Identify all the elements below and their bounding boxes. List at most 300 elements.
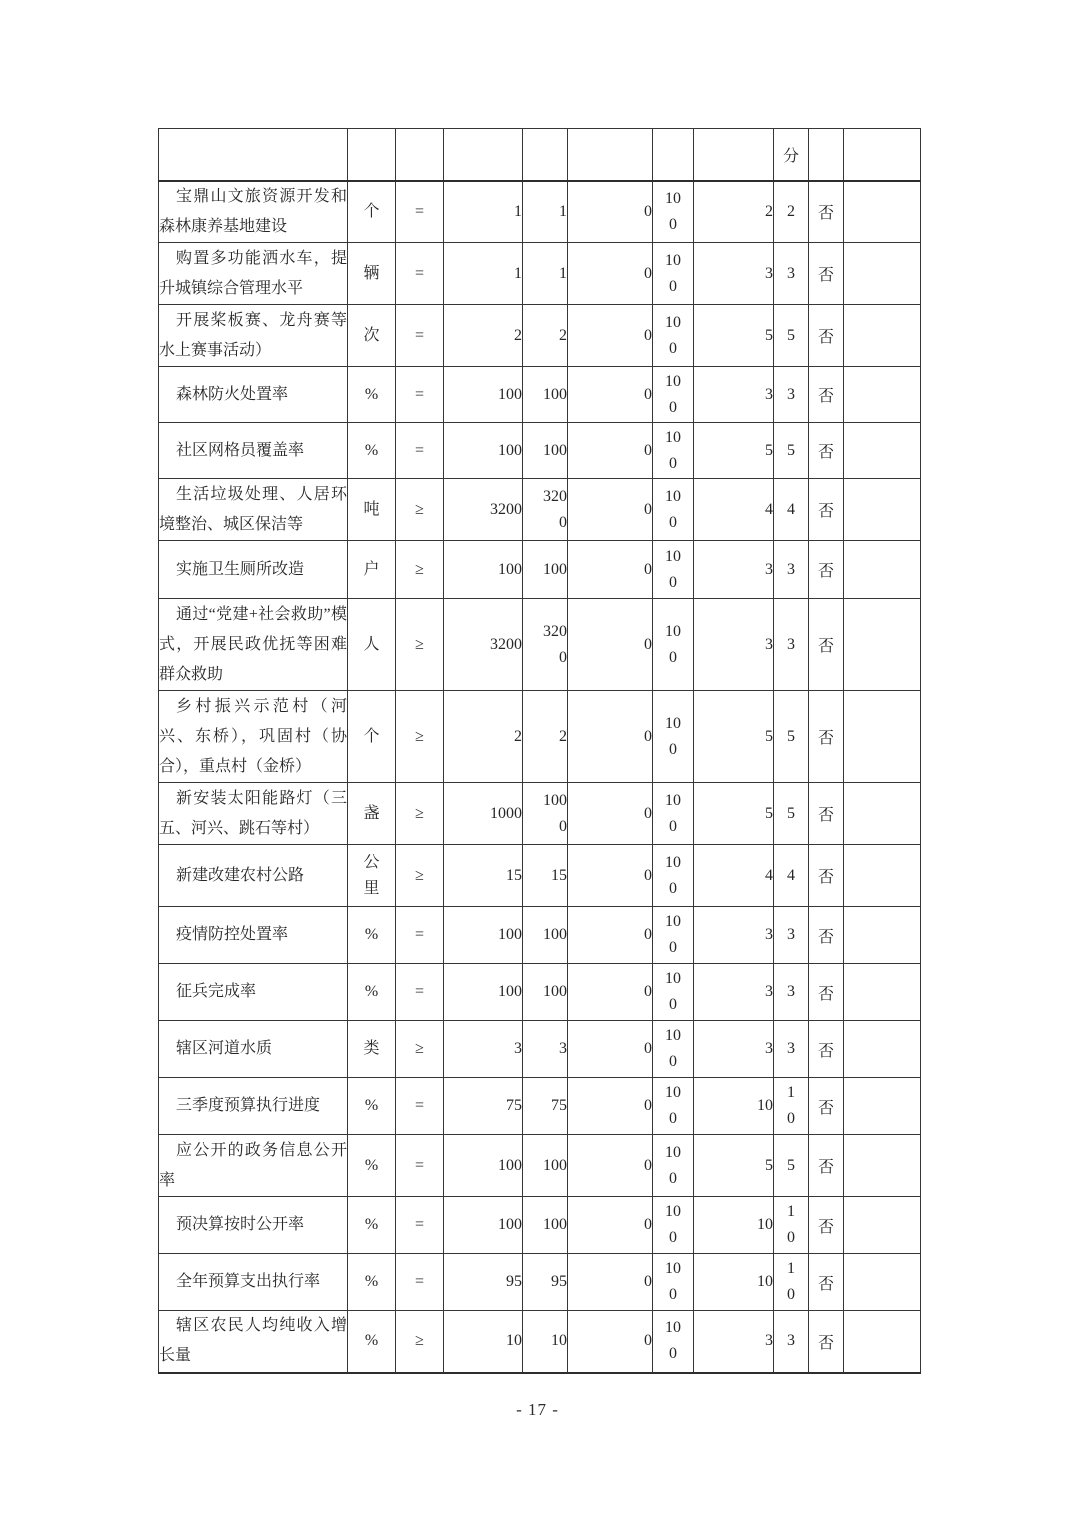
completion-rate-text: 100 [665,547,681,591]
deviation-cell: 0 [568,845,653,907]
unit-cell [348,783,396,845]
table-row [159,423,921,479]
deviation-cell: 0 [568,541,653,599]
completion-rate-cell [653,367,694,423]
completion-rate-text: 100 [665,251,681,295]
remark-cell [844,845,921,907]
completion-rate-text: 100 [665,428,681,472]
completion-rate-cell [653,541,694,599]
weight-score-cell: 10 [694,1254,774,1311]
table-row [159,964,921,1021]
unit-text: % [364,983,379,1000]
operator-cell: = [396,305,444,367]
remark-cell [844,181,921,243]
final-score-cell [774,1311,809,1373]
final-score-cell [774,907,809,964]
completion-rate-text: 100 [665,1027,681,1070]
remark-cell [844,1311,921,1373]
actual-value-cell [523,1254,568,1311]
unit-cell [348,1078,396,1135]
operator-cell: = [396,243,444,305]
unit-text: % [364,1273,379,1290]
completion-rate-cell [653,181,694,243]
deviation-cell: 0 [568,964,653,1021]
flag-cell: 否 [809,1078,844,1135]
operator-cell: = [396,423,444,479]
header-cell-actual [523,129,568,181]
completion-rate-cell [653,907,694,964]
flag-cell: 否 [809,964,844,1021]
indicator-name-cell: 宝鼎山文旅资源开发和森林康养基地建设 [159,181,348,243]
completion-rate-text: 100 [665,913,681,956]
target-value-cell: 10 [444,1311,523,1373]
table-header-row [159,129,921,181]
final-score-text: 3 [787,635,795,653]
remark-cell [844,243,921,305]
remark-cell [844,479,921,541]
actual-value-cell [523,305,568,367]
deviation-cell: 0 [568,599,653,691]
header-cell-deviation [568,129,653,181]
table-row [159,1021,921,1078]
flag-cell: 否 [809,907,844,964]
target-value-cell: 100 [444,907,523,964]
actual-value-cell [523,783,568,845]
table-row [159,907,921,964]
remark-cell [844,1021,921,1078]
completion-rate-text: 100 [665,1260,681,1303]
final-score-text: 10 [786,1084,795,1127]
unit-text: 户 [363,560,380,578]
deviation-cell: 0 [568,1311,653,1373]
flag-cell: 否 [809,691,844,783]
completion-rate-cell [653,243,694,305]
remark-cell [844,783,921,845]
indicator-name-cell: 乡村振兴示范村（河兴、东桥），巩固村（协合），重点村（金桥） [159,691,348,783]
remark-cell [844,691,921,783]
indicator-name-cell: 新建改建农村公路 [159,845,348,907]
completion-rate-text: 100 [665,313,681,357]
final-score-cell [774,1021,809,1078]
table-row [159,181,921,243]
final-score-cell [774,423,809,479]
actual-value-text: 15 [551,866,567,884]
completion-rate-text: 100 [665,1203,681,1246]
final-score-cell [774,783,809,845]
actual-value-cell [523,367,568,423]
unit-cell [348,1021,396,1078]
actual-value-cell [523,691,568,783]
actual-value-cell [523,964,568,1021]
actual-value-text: 3200 [543,487,567,531]
indicator-name-cell: 疫情防控处置率 [159,907,348,964]
final-score-text: 5 [787,1156,795,1174]
remark-cell [844,599,921,691]
unit-text: % [364,1097,379,1114]
final-score-cell [774,691,809,783]
table-row [159,541,921,599]
table-row [159,691,921,783]
deviation-cell: 0 [568,1135,653,1197]
header-cell-indicator [159,129,348,181]
deviation-cell: 0 [568,305,653,367]
final-score-text: 3 [787,1332,795,1350]
final-score-text: 5 [787,804,795,822]
completion-rate-cell [653,964,694,1021]
weight-score-cell: 3 [694,1021,774,1078]
indicator-name-cell: 购置多功能洒水车，提升城镇综合管理水平 [159,243,348,305]
final-score-cell [774,1197,809,1254]
remark-cell [844,907,921,964]
flag-cell: 否 [809,1311,844,1373]
weight-score-cell: 3 [694,964,774,1021]
operator-cell: = [396,907,444,964]
completion-rate-text: 100 [665,970,681,1013]
completion-rate-text: 100 [665,189,681,233]
indicator-name-cell: 全年预算支出执行率 [159,1254,348,1311]
unit-text: 类 [363,1040,380,1057]
page-number: - 17 - [516,1400,559,1419]
weight-score-cell: 5 [694,423,774,479]
operator-cell: ≥ [396,783,444,845]
remark-cell [844,305,921,367]
unit-cell [348,691,396,783]
operator-cell: = [396,1254,444,1311]
remark-cell [844,1197,921,1254]
operator-cell: = [396,1197,444,1254]
target-value-cell: 1000 [444,783,523,845]
actual-value-cell [523,181,568,243]
operator-cell: ≥ [396,541,444,599]
flag-cell: 否 [809,599,844,691]
actual-value-cell [523,1311,568,1373]
final-score-cell [774,1078,809,1135]
unit-text: 吨 [363,500,380,518]
flag-cell: 否 [809,423,844,479]
unit-cell [348,243,396,305]
operator-cell: ≥ [396,479,444,541]
flag-cell: 否 [809,783,844,845]
unit-text: % [364,1216,379,1233]
header-cell-target [444,129,523,181]
actual-value-text: 2 [559,326,567,344]
actual-value-cell [523,845,568,907]
actual-value-cell [523,1021,568,1078]
deviation-cell: 0 [568,423,653,479]
actual-value-text: 3 [559,1040,567,1057]
flag-cell: 否 [809,541,844,599]
operator-cell: = [396,1078,444,1135]
indicator-name-cell: 开展桨板赛、龙舟赛等水上赛事活动） [159,305,348,367]
remark-cell [844,1254,921,1311]
flag-cell: 否 [809,1254,844,1311]
final-score-text: 3 [787,264,795,282]
header-cell-score [774,129,809,181]
weight-score-cell: 4 [694,845,774,907]
flag-cell: 否 [809,1197,844,1254]
final-score-cell [774,1254,809,1311]
completion-rate-cell [653,423,694,479]
unit-cell [348,367,396,423]
final-score-text: 2 [787,202,795,220]
completion-rate-cell [653,1078,694,1135]
weight-score-cell: 5 [694,1135,774,1197]
completion-rate-text: 100 [665,1143,681,1187]
completion-rate-cell [653,479,694,541]
operator-cell: ≥ [396,845,444,907]
indicator-name-cell: 生活垃圾处理、人居环境整治、城区保洁等 [159,479,348,541]
deviation-cell: 0 [568,243,653,305]
final-score-text: 10 [786,1260,795,1303]
deviation-cell: 0 [568,367,653,423]
final-score-text: 3 [787,983,795,1000]
deviation-cell: 0 [568,1197,653,1254]
target-value-cell: 100 [444,541,523,599]
indicator-name-cell: 社区网格员覆盖率 [159,423,348,479]
actual-value-text: 100 [543,385,567,403]
weight-score-cell: 3 [694,1311,774,1373]
table-row [159,243,921,305]
weight-score-cell: 3 [694,243,774,305]
final-score-text: 4 [787,866,795,884]
flag-cell: 否 [809,243,844,305]
deviation-cell: 0 [568,1078,653,1135]
unit-cell [348,964,396,1021]
header-cell-remark [844,129,921,181]
actual-value-text: 2 [559,727,567,745]
header-cell-flag [809,129,844,181]
final-score-text: 5 [787,441,795,459]
actual-value-text: 100 [543,983,567,1000]
final-score-cell [774,181,809,243]
actual-value-text: 100 [543,1156,567,1174]
indicator-name-cell: 预决算按时公开率 [159,1197,348,1254]
unit-cell [348,907,396,964]
actual-value-text: 100 [543,441,567,459]
header-cell-operator [396,129,444,181]
performance-indicator-table [158,128,921,1374]
flag-cell: 否 [809,479,844,541]
final-score-text: 3 [787,926,795,943]
remark-cell [844,423,921,479]
actual-value-cell [523,423,568,479]
actual-value-text: 1 [559,264,567,282]
header-cell-weight-score [694,129,774,181]
completion-rate-cell [653,1311,694,1373]
final-score-cell [774,367,809,423]
target-value-cell: 3 [444,1021,523,1078]
target-value-cell: 2 [444,305,523,367]
actual-value-cell [523,479,568,541]
completion-rate-cell [653,783,694,845]
remark-cell [844,1078,921,1135]
final-score-cell [774,845,809,907]
flag-cell: 否 [809,181,844,243]
unit-text: % [364,385,379,403]
completion-rate-text: 100 [665,1084,681,1127]
weight-score-cell: 4 [694,479,774,541]
final-score-cell [774,541,809,599]
final-score-text: 5 [787,326,795,344]
indicator-name-cell: 辖区河道水质 [159,1021,348,1078]
unit-cell [348,1254,396,1311]
unit-text: 盏 [363,804,380,822]
completion-rate-cell [653,1135,694,1197]
actual-value-text: 1 [559,202,567,220]
remark-cell [844,367,921,423]
target-value-cell: 3200 [444,479,523,541]
unit-text: 辆 [363,264,380,282]
indicator-name-cell: 三季度预算执行进度 [159,1078,348,1135]
unit-cell [348,479,396,541]
operator-cell: ≥ [396,1021,444,1078]
completion-rate-text: 100 [665,1319,681,1363]
completion-rate-cell [653,305,694,367]
actual-value-text: 3200 [543,622,567,666]
deviation-cell: 0 [568,691,653,783]
final-score-text: 4 [787,500,795,518]
deviation-cell: 0 [568,907,653,964]
actual-value-text: 100 [543,1216,567,1233]
actual-value-cell [523,1078,568,1135]
unit-text: 个 [363,202,380,220]
header-cell-rate [653,129,694,181]
operator-cell: = [396,367,444,423]
unit-text: 次 [363,326,380,344]
completion-rate-cell [653,1197,694,1254]
remark-cell [844,1135,921,1197]
final-score-cell [774,479,809,541]
unit-cell [348,845,396,907]
target-value-cell: 100 [444,1135,523,1197]
table-row [159,367,921,423]
flag-cell: 否 [809,367,844,423]
deviation-cell: 0 [568,1021,653,1078]
table-row [159,1311,921,1373]
weight-score-cell: 2 [694,181,774,243]
operator-cell: ≥ [396,599,444,691]
unit-text: 人 [363,635,380,653]
completion-rate-cell [653,845,694,907]
weight-score-cell: 10 [694,1197,774,1254]
unit-cell [348,1311,396,1373]
header-cell-unit [348,129,396,181]
unit-text: 公里 [363,853,380,897]
actual-value-cell [523,1135,568,1197]
target-value-cell: 100 [444,964,523,1021]
target-value-cell: 1 [444,243,523,305]
table-row [159,599,921,691]
indicator-name-cell: 森林防火处置率 [159,367,348,423]
completion-rate-cell [653,691,694,783]
indicator-name-cell: 辖区农民人均纯收入增长量 [159,1311,348,1373]
target-value-cell: 95 [444,1254,523,1311]
target-value-cell: 15 [444,845,523,907]
completion-rate-text: 100 [665,487,681,531]
weight-score-cell: 5 [694,691,774,783]
completion-rate-cell [653,1021,694,1078]
actual-value-cell [523,599,568,691]
deviation-cell: 0 [568,181,653,243]
indicator-name-cell: 新安装太阳能路灯（三五、河兴、跳石等村） [159,783,348,845]
flag-cell: 否 [809,845,844,907]
final-score-cell [774,243,809,305]
completion-rate-cell [653,599,694,691]
weight-score-cell: 3 [694,367,774,423]
completion-rate-text: 100 [665,791,681,835]
remark-cell [844,964,921,1021]
final-score-text: 3 [787,385,795,403]
unit-cell [348,1197,396,1254]
table-row [159,305,921,367]
final-score-text: 3 [787,560,795,578]
target-value-cell: 3200 [444,599,523,691]
remark-cell [844,541,921,599]
completion-rate-cell [653,1254,694,1311]
actual-value-text: 1000 [543,791,567,835]
target-value-cell: 100 [444,1197,523,1254]
actual-value-cell [523,243,568,305]
actual-value-text: 10 [551,1332,567,1350]
target-value-cell: 75 [444,1078,523,1135]
unit-text: % [364,441,379,459]
flag-cell: 否 [809,1021,844,1078]
operator-cell: = [396,1135,444,1197]
final-score-cell [774,599,809,691]
actual-value-text: 95 [551,1273,567,1290]
unit-cell [348,181,396,243]
table-row [159,1254,921,1311]
actual-value-text: 75 [551,1097,567,1114]
weight-score-cell: 5 [694,305,774,367]
deviation-cell: 0 [568,479,653,541]
completion-rate-text: 100 [665,714,681,758]
flag-cell: 否 [809,1135,844,1197]
indicator-name-cell: 通过“党建+社会救助”模式，开展民政优抚等困难群众救助 [159,599,348,691]
unit-text: 个 [363,727,380,745]
unit-cell [348,1135,396,1197]
completion-rate-text: 100 [665,372,681,416]
final-score-cell [774,305,809,367]
operator-cell: = [396,181,444,243]
actual-value-cell [523,541,568,599]
table-row [159,479,921,541]
target-value-cell: 1 [444,181,523,243]
final-score-text: 3 [787,1040,795,1057]
unit-cell [348,423,396,479]
actual-value-text: 100 [543,560,567,578]
table-row [159,1078,921,1135]
operator-cell: ≥ [396,691,444,783]
actual-value-cell [523,907,568,964]
operator-cell: = [396,964,444,1021]
completion-rate-text: 100 [665,853,681,897]
target-value-cell: 100 [444,423,523,479]
table-row [159,845,921,907]
unit-text: % [364,1156,379,1174]
final-score-text: 10 [786,1203,795,1246]
header-score-label: 分 [782,147,799,165]
weight-score-cell: 3 [694,599,774,691]
final-score-text: 5 [787,727,795,745]
unit-text: % [364,1332,379,1350]
table-row [159,783,921,845]
weight-score-cell: 10 [694,1078,774,1135]
deviation-cell: 0 [568,1254,653,1311]
completion-rate-text: 100 [665,622,681,666]
actual-value-text: 100 [543,926,567,943]
final-score-cell [774,964,809,1021]
